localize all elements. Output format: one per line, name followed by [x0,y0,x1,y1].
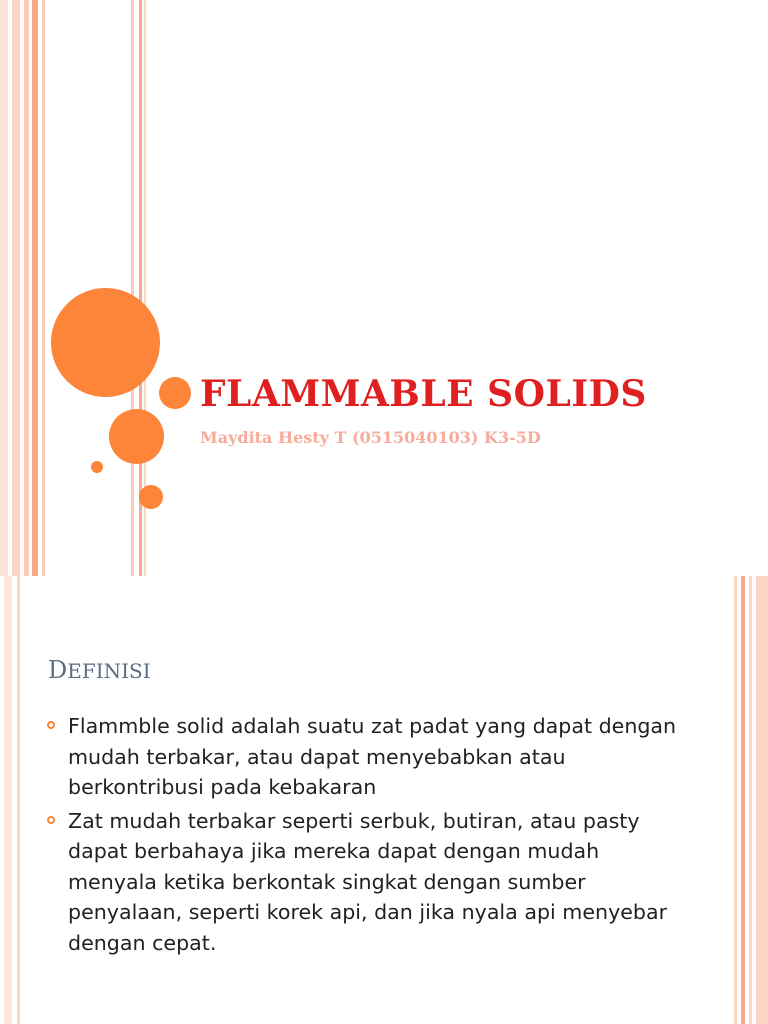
slide-title: FLAMMABLE SOLIDS [200,373,647,415]
small-circle-decoration [139,485,163,509]
small-circle-decoration [159,377,191,409]
heading-initial: D [48,656,68,684]
left-stripe-light [17,576,20,1024]
hollow-circle-bullet-icon [47,816,55,824]
right-stripe-light [756,576,768,1024]
tiny-circle-decoration [91,461,103,473]
left-stripe-light [131,0,134,576]
slide-heading [48,656,151,684]
heading-rest: EFINISI [67,659,151,683]
right-stripe-light [734,576,737,1024]
right-stripe-light [749,576,752,1024]
bullet-text: Flammble solid adalah suatu zat padat yang dapat dengan mudah terbakar, atau dapat menyebabkan atau berkontribusi pada kebakaran [68,714,677,799]
definition-slide [0,576,768,1024]
left-stripe-light [0,0,8,576]
list-item [42,711,692,803]
left-stripe-light [12,0,20,576]
left-stripe-light [4,576,12,1024]
hollow-circle-bullet-icon [47,721,55,729]
left-stripe-light [42,0,45,576]
large-circle-decoration [51,288,160,397]
slide-subtitle: Maydita Hesty T (0515040103) K3-5D [200,428,541,447]
left-stripe-light [24,0,29,576]
bullet-text: Zat mudah terbakar seperti serbuk, butiran, atau pasty dapat berbahaya jika mereka dapat dengan mudah menyala ketika berkontak singkat dengan sumber penyalaan, seperti korek api, dan jika nyala api menyebar dengan cepat. [68,808,668,955]
left-stripe-dark [32,0,38,576]
right-stripe-dark [741,576,745,1024]
list-item [42,806,692,959]
bullet-list [42,711,692,961]
medium-circle-decoration [109,409,164,464]
